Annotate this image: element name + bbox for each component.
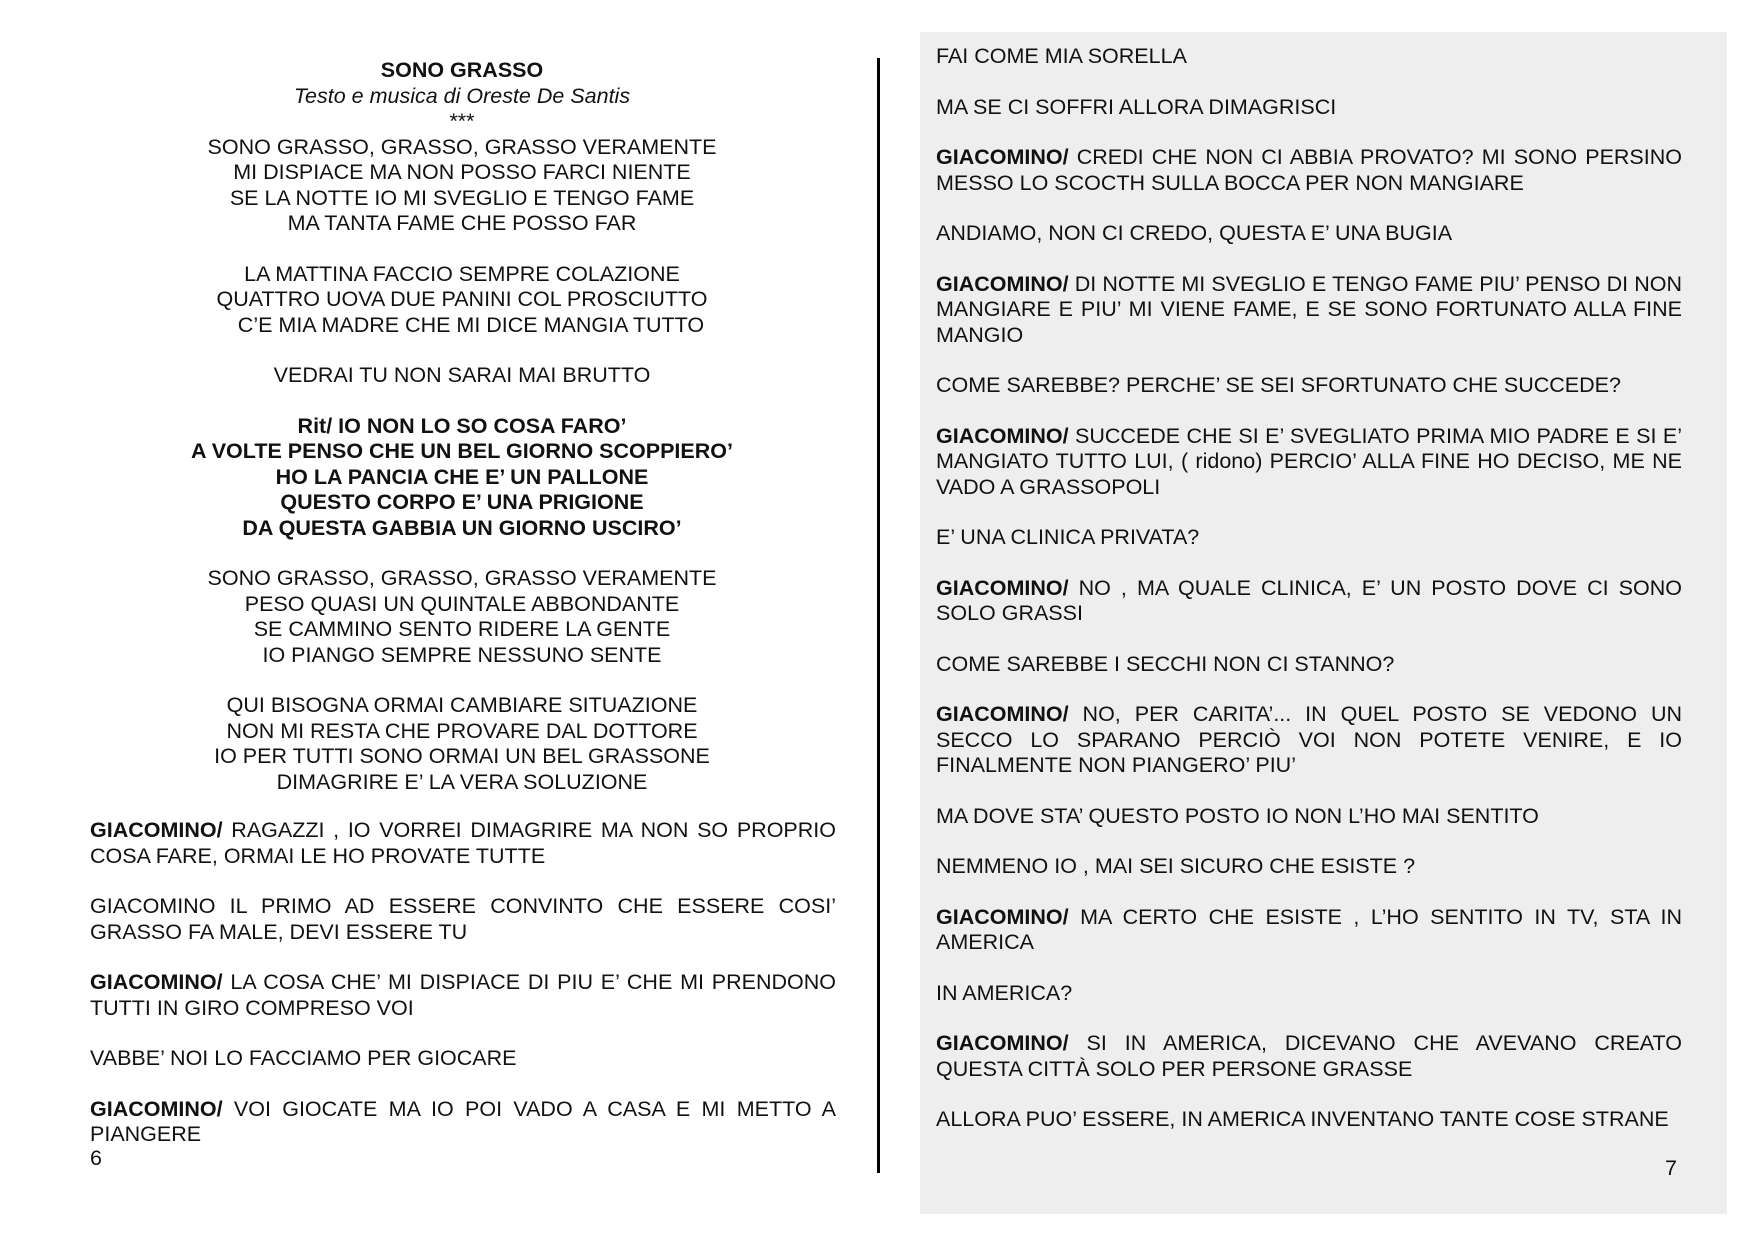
lyric-line: QUATTRO UOVA DUE PANINI COL PROSCIUTTO	[216, 287, 708, 311]
lyric-line: HO LA PANCIA CHE E’ UN PALLONE	[275, 464, 649, 489]
dialog-text: COME SAREBBE? PERCHE’ SE SEI SFORTUNATO CHE SUCCEDE?	[936, 373, 1621, 397]
dialog-text: NEMMENO IO , MAI SEI SICURO CHE ESISTE ?	[936, 854, 1416, 878]
dialog-text: FAI COME MIA SORELLA	[936, 44, 1187, 68]
dialog-paragraph	[936, 373, 1682, 399]
dialog-paragraph	[90, 894, 836, 945]
dialog-text: RAGAZZI , IO VORREI DIMAGRIRE MA NON SO PROPRIO COSA FARE, ORMAI LE HO PROVATE TUTTE	[90, 818, 836, 868]
dialog-text: MA SE CI SOFFRI ALLORA DIMAGRISCI	[936, 94, 1337, 119]
dialog-text: COME SAREBBE I SECCHI NON CI STANNO?	[936, 651, 1395, 676]
speaker-label: GIACOMINO/	[936, 145, 1069, 169]
dialog-text: NO , MA QUALE CLINICA, E’ UN POSTO DOVE CI SONO SOLO GRASSI	[936, 575, 1682, 625]
right-dialog	[936, 44, 1682, 1158]
dialog-text: NO, PER CARITA’... IN QUEL POSTO SE VEDONO UN SECCO LO SPARANO PERCIÒ VOI NON POTETE VENIRE, E IO FINALMENTE NON PIANGERO’ PIU’	[936, 702, 1682, 777]
dialog-paragraph	[936, 804, 1682, 830]
dialog-text: ALLORA PUO’ ESSERE, IN AMERICA INVENTANO TANTE COSE STRANE	[936, 1107, 1669, 1131]
lyric-line: MI DISPIACE MA NON POSSO FARCI NIENTE	[233, 160, 691, 184]
song-title: SONO GRASSO	[380, 58, 544, 82]
separator: ***	[449, 109, 475, 133]
speaker-label: GIACOMINO/	[90, 970, 223, 994]
lyric-line: SE LA NOTTE IO MI SVEGLIO E TENGO FAME	[229, 185, 695, 210]
dialog-text: MA CERTO CHE ESISTE , L’HO SENTITO IN TV, STA IN AMERICA	[936, 904, 1682, 954]
lyric-line: Rit/ IO NON LO SO COSA FARO’	[297, 413, 627, 438]
stanza	[90, 566, 834, 668]
lyric-line: SONO GRASSO, GRASSO, GRASSO VERAMENTE	[207, 566, 717, 590]
speaker-label: GIACOMINO/	[936, 271, 1069, 296]
lyric-line: A VOLTE PENSO CHE UN BEL GIORNO SCOPPIERO’	[191, 439, 733, 463]
speaker-label: GIACOMINO/	[90, 818, 223, 842]
dialog-paragraph	[936, 652, 1682, 678]
lyric-line: IO PER TUTTI SONO ORMAI UN BEL GRASSONE	[214, 744, 710, 768]
lyric-line: DIMAGRIRE E’ LA VERA SOLUZIONE	[276, 769, 648, 794]
dialog-paragraph	[936, 145, 1682, 196]
dialog-paragraph	[936, 221, 1682, 247]
dialog-paragraph	[936, 525, 1682, 551]
speaker-label: GIACOMINO/	[936, 1031, 1069, 1055]
speaker-label: GIACOMINO/	[936, 702, 1069, 726]
speaker-label: GIACOMINO/	[936, 575, 1069, 600]
song-lyrics	[90, 58, 834, 795]
lyric-line: C’E MIA MADRE CHE MI DICE MANGIA TUTTO	[219, 312, 705, 337]
song-subtitle: Testo e musica di Oreste De Santis	[293, 83, 631, 108]
lyric-line: SONO GRASSO, GRASSO, GRASSO VERAMENTE	[207, 134, 717, 159]
dialog-text: SUCCEDE CHE SI E’ SVEGLIATO PRIMA MIO PADRE E SI E’ MANGIATO TUTTO LUI, ( ridono) PERCIO’ ALLA FINE HO DECISO, ME NE VADO A GRASSOPOLI	[936, 423, 1682, 499]
lyric-line: PESO QUASI UN QUINTALE ABBONDANTE	[244, 591, 680, 616]
dialog-text: IN AMERICA?	[936, 980, 1073, 1005]
lyric-line: VEDRAI TU NON SARAI MAI BRUTTO	[273, 363, 651, 387]
dialog-paragraph	[936, 44, 1682, 70]
dialog-paragraph	[936, 905, 1682, 956]
speaker-label: GIACOMINO/	[936, 423, 1069, 448]
lyric-line: NON MI RESTA CHE PROVARE DAL DOTTORE	[226, 718, 698, 743]
dialog-paragraph	[936, 424, 1682, 501]
dialog-text: VOI GIOCATE MA IO POI VADO A CASA E MI METTO A PIANGERE	[90, 1096, 836, 1146]
lyric-line: LA MATTINA FACCIO SEMPRE COLAZIONE	[244, 261, 680, 286]
page-number-left: 6	[90, 1146, 102, 1170]
lyric-line: IO PIANGO SEMPRE NESSUNO SENTE	[262, 642, 662, 667]
dialog-text: SI IN AMERICA, DICEVANO CHE AVEVANO CREATO QUESTA CITTÀ SOLO PER PERSONE GRASSE	[936, 1031, 1682, 1081]
lyric-line: DA QUESTA GABBIA UN GIORNO USCIRO’	[242, 515, 682, 540]
page-divider	[877, 58, 880, 1173]
chorus	[90, 414, 834, 542]
dialog-text: GIACOMINO IL PRIMO AD ESSERE CONVINTO CHE ESSERE COSI’ GRASSO FA MALE, DEVI ESSERE TU	[90, 894, 836, 944]
dialog-paragraph	[90, 970, 836, 1021]
dialog-paragraph	[936, 1107, 1682, 1133]
dialog-text: CREDI CHE NON CI ABBIA PROVATO? MI SONO PERSINO MESSO LO SCOCTH SULLA BOCCA PER NON MANGIARE	[936, 145, 1682, 195]
dialog-paragraph	[936, 1031, 1682, 1082]
stanza	[90, 135, 834, 237]
dialog-paragraph	[936, 854, 1682, 880]
speaker-label: GIACOMINO/	[90, 1096, 223, 1121]
dialog-paragraph	[90, 818, 836, 869]
dialog-text: E’ UNA CLINICA PRIVATA?	[936, 525, 1200, 549]
stanza	[90, 262, 834, 339]
dialog-text: VABBE’ NOI LO FACCIAMO PER GIOCARE	[90, 1046, 517, 1070]
dialog-text: LA COSA CHE’ MI DISPIACE DI PIU E’ CHE MI PRENDONO TUTTI IN GIRO COMPRESO VOI	[90, 970, 836, 1020]
dialog-paragraph	[936, 95, 1682, 121]
lyric-line: SE CAMMINO SENTO RIDERE LA GENTE	[253, 617, 671, 641]
left-dialog	[90, 818, 836, 1173]
stanza	[90, 693, 834, 795]
dialog-paragraph	[936, 981, 1682, 1007]
stanza	[90, 363, 834, 389]
dialog-text: ANDIAMO, NON CI CREDO, QUESTA E’ UNA BUGIA	[936, 221, 1453, 245]
dialog-paragraph	[90, 1097, 836, 1148]
dialog-text: DI NOTTE MI SVEGLIO E TENGO FAME PIU’ PENSO DI NON MANGIARE E PIU’ MI VIENE FAME, E SE SONO FORTUNATO ALLA FINE MANGIO	[936, 271, 1682, 347]
lyric-line: QUESTO CORPO E’ UNA PRIGIONE	[280, 490, 644, 514]
page-number-right: 7	[1665, 1156, 1677, 1180]
dialog-paragraph	[936, 702, 1682, 779]
dialog-paragraph	[936, 576, 1682, 627]
dialog-paragraph	[90, 1046, 836, 1072]
dialog-paragraph	[936, 272, 1682, 349]
dialog-text: MA DOVE STA’ QUESTO POSTO IO NON L’HO MAI SENTITO	[936, 803, 1539, 828]
lyric-line: MA TANTA FAME CHE POSSO FAR	[287, 211, 637, 235]
lyric-line: QUI BISOGNA ORMAI CAMBIARE SITUAZIONE	[226, 693, 698, 717]
speaker-label: GIACOMINO/	[936, 904, 1069, 929]
